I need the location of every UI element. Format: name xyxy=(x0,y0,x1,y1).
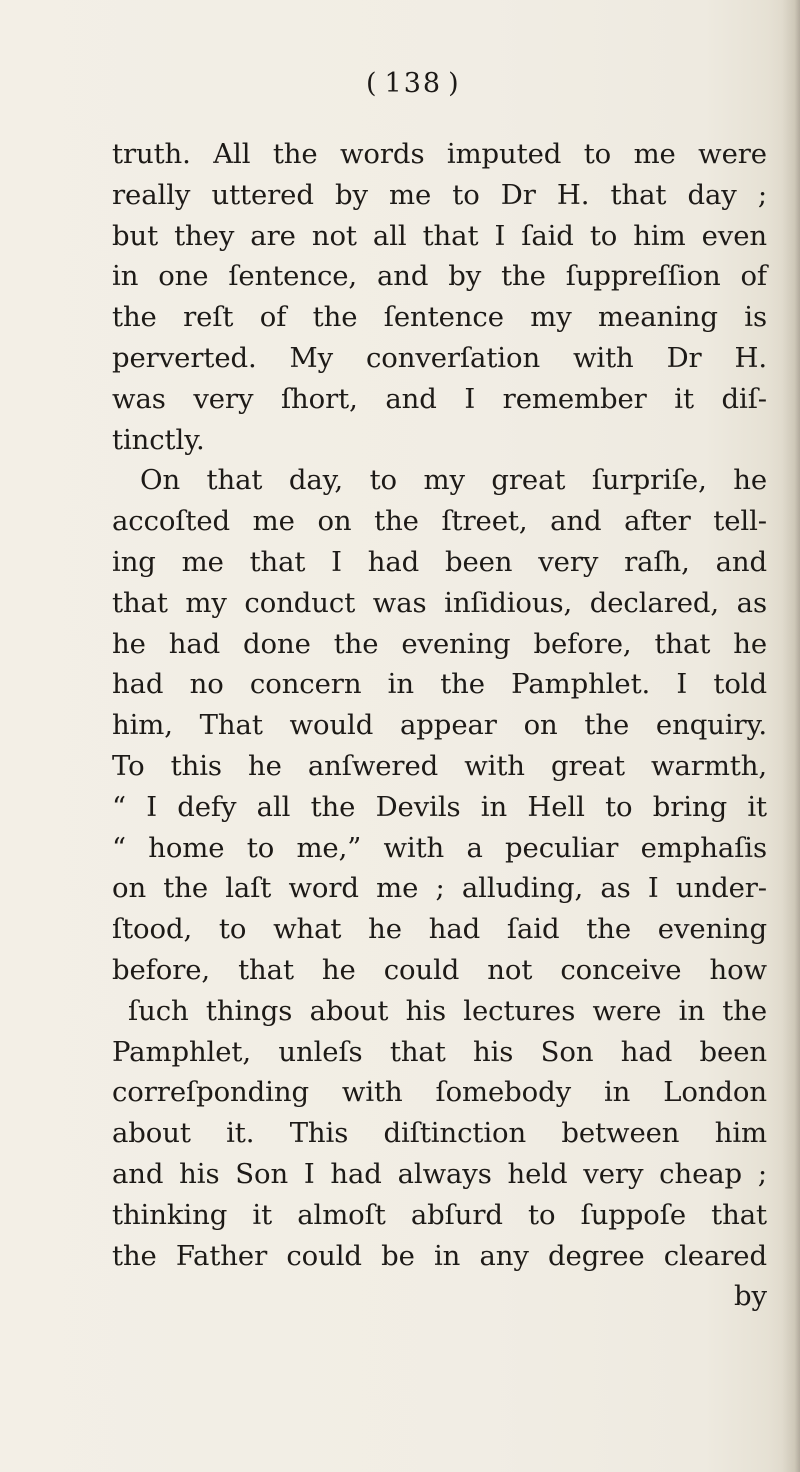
text-line: really uttered by me to Dr H. that day ; xyxy=(112,178,767,211)
text-line: in one ſentence, and by the ſuppreſſion of xyxy=(112,260,767,293)
text-line: that my conduct was inſidious, declared, as xyxy=(112,586,767,619)
text-line: tinctly. xyxy=(112,423,205,456)
text-line: accoſted me on the ſtreet, and after tell- xyxy=(112,505,767,538)
text-line: but they are not all that I ſaid to him even xyxy=(112,219,767,252)
text-line: truth. All the words imputed to me were xyxy=(112,138,767,170)
body-text xyxy=(112,134,767,1317)
text-line: and his Son I had always held very cheap ; xyxy=(112,1157,767,1190)
header-close-paren: ) xyxy=(448,68,461,99)
text-line: the reſt of the ſentence my meaning is xyxy=(112,301,767,334)
page-number: 138 xyxy=(384,68,443,99)
text-line: the Father could be in any degree cleared xyxy=(112,1239,767,1272)
text-line: him, That would appear on the enquiry. xyxy=(112,709,767,742)
catchword: by xyxy=(734,1280,767,1313)
header-open-paren: ( xyxy=(366,68,379,99)
text-line: he had done the evening before, that he xyxy=(112,627,767,660)
text-line: “ I defy all the Devils in Hell to bring it xyxy=(112,790,767,823)
text-line: ſtood, to what he had ſaid the evening xyxy=(112,913,767,946)
text-line: had no concern in the Pamphlet. I told xyxy=(112,668,767,701)
text-line: “ home to me,” with a peculiar emphaſis xyxy=(112,831,767,864)
page-number-header xyxy=(360,68,467,99)
page-edge-shadow xyxy=(782,0,800,1472)
text-line: ing me that I had been very raſh, and xyxy=(112,545,767,578)
text-line: ſuch things about his lectures were in the xyxy=(128,994,767,1027)
text-line: To this he anſwered with great warmth, xyxy=(112,749,767,782)
text-line: perverted. My converſation with Dr H. xyxy=(112,341,767,374)
text-line: on the laſt word me ; alluding, as I under- xyxy=(112,872,767,905)
text-line: correſponding with ſomebody in London xyxy=(112,1076,767,1109)
paragraph-start-line: On that day, to my great ſurpriſe, he xyxy=(140,464,767,497)
text-line: Pamphlet, unleſs that his Son had been xyxy=(112,1035,767,1068)
text-line: thinking it almoſt abſurd to ſuppoſe that xyxy=(112,1198,767,1231)
text-line: before, that he could not conceive how xyxy=(112,953,767,986)
text-line: about it. This diſtinction between him xyxy=(112,1117,767,1150)
text-line: was very ſhort, and I remember it diſ- xyxy=(112,382,767,415)
